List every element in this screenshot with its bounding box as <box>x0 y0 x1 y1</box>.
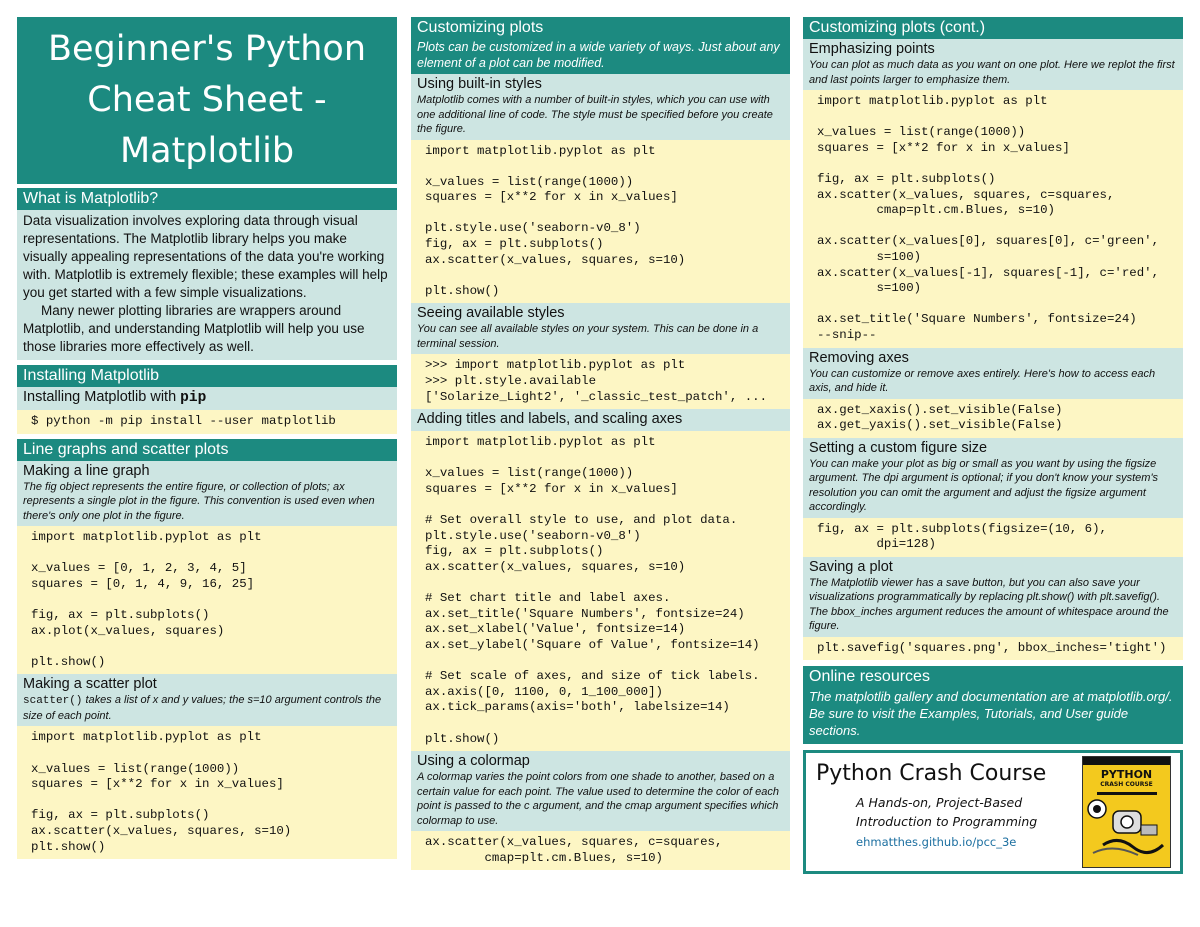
title-box <box>17 17 397 184</box>
cmap-code: ax.scatter(x_values, squares, c=squares, cmap=plt.cm.Blues, s=10) <box>411 831 790 870</box>
section-line-heading: Line graphs and scatter plots <box>17 439 397 461</box>
section-custom-heading: Customizing plots <box>411 17 790 39</box>
section-what-heading: What is Matplotlib? <box>17 188 397 210</box>
book-cover-image <box>1082 756 1171 868</box>
section-online-heading: Online resources <box>803 666 1183 688</box>
avail-subheading: Seeing available styles <box>411 303 790 322</box>
install-subheading <box>17 387 397 410</box>
emph-code: import matplotlib.pyplot as plt x_values = list(range(1000)) squares = [x**2 for x in x_values] fig, ax = plt.subplots() ax.scatter(x_values, squares, c=squares, cmap=plt.cm.Blues, s=10) ax.scatter(x_values[0], squares[0], c='green', s=100) ax.scatter(x_values[-1], squares[-1], c='red', s=100) ax.set_title('Square Numbers', fontsize=24) --snip-- <box>803 90 1183 348</box>
scatter-code: import matplotlib.pyplot as plt x_values = list(range(1000)) squares = [x**2 for x in x_values] fig, ax = plt.subplots() ax.scatter(x_values, squares, s=10) plt.show() <box>17 726 397 859</box>
titles-subheading: Adding titles and labels, and scaling axes <box>411 409 790 431</box>
styles-code: import matplotlib.pyplot as plt x_values = list(range(1000)) squares = [x**2 for x in x_values] plt.style.use('seaborn-v0_8') fig, ax = plt.subplots() ax.scatter(x_values, squares, s=10) plt.show() <box>411 140 790 304</box>
cover-strip <box>1083 757 1170 765</box>
titles-code: import matplotlib.pyplot as plt x_values = list(range(1000)) squares = [x**2 for x in x_values] # Set overall style to use, and plot data. plt.style.use('seaborn-v0_8') fig, ax = plt.subplots() ax.scatter(x_values, squares, s=10) # Set chart title and label axes. ax.set_title('Square Numbers', fontsize=24) ax.set_xlabel('Value', fontsize=14) ax.set_ylabel('Square of Value', fontsize=14) # Set scale of axes, and size of tick labels. ax.axis([0, 1100, 0, 1_100_000]) ax.tick_params(axis='both', labelsize=14) plt.show() <box>411 431 790 751</box>
section-install-heading: Installing Matplotlib <box>17 365 397 387</box>
section-cont-heading: Customizing plots (cont.) <box>803 17 1183 39</box>
styles-subheading: Using built-in styles <box>411 74 790 93</box>
axes-code: ax.get_xaxis().set_visible(False) ax.get_yaxis().set_visible(False) <box>803 399 1183 438</box>
size-description: You can make your plot as big or small as you want by using the figsize argument. The dpi argument is optional; if you don't know your system's resolution you can omit the argument and adjust the figsize argument accordingly. <box>803 457 1183 518</box>
save-subheading: Saving a plot <box>803 557 1183 576</box>
cmap-subheading: Using a colormap <box>411 751 790 770</box>
size-code: fig, ax = plt.subplots(figsize=(10, 6), dpi=128) <box>803 518 1183 557</box>
cover-title: PYTHON <box>1100 768 1153 782</box>
scatter-desc-code: scatter() <box>23 695 83 708</box>
column-right <box>803 17 1183 874</box>
install-sub-text: Installing Matplotlib with <box>23 389 177 405</box>
snake-robot-icon <box>1083 795 1170 865</box>
avail-code: >>> import matplotlib.pyplot as plt >>> plt.style.available ['Solarize_Light2', '_classic_test_patch', ... <box>411 354 790 409</box>
save-code: plt.savefig('squares.png', bbox_inches='tight') <box>803 637 1183 661</box>
page-title: Beginner's Python Cheat Sheet - Matplotlib <box>47 29 367 171</box>
styles-description: Matplotlib comes with a number of built-in styles, which you can use with one additional line of code. The style must be specified before you create the figure. <box>411 93 790 140</box>
size-subheading: Setting a custom figure size <box>803 438 1183 457</box>
what-paragraph-2: Many newer plotting libraries are wrappers around Matplotlib, and understanding Matplotlib will help you use those libraries more effectively as well. <box>23 303 365 354</box>
column-middle <box>411 17 790 870</box>
line-description: The fig object represents the entire figure, or collection of plots; ax represents a single plot in the figure. This convention is used even when there's only one plot in the figure. <box>17 480 397 527</box>
install-sub-code: pip <box>180 390 207 406</box>
save-description: The Matplotlib viewer has a save button, but you can also save your visualizations programmatically by replacing plt.show() with plt.savefig(). The bbox_inches argument reduces the amount of whitespace around the figure. <box>803 576 1183 637</box>
cover-subtitle: CRASH COURSE <box>1100 781 1153 789</box>
axes-subheading: Removing axes <box>803 348 1183 367</box>
install-code: $ python -m pip install --user matplotlib <box>17 410 397 434</box>
book-link[interactable]: ehmatthes.github.io/pcc_3e <box>856 835 1017 850</box>
book-title: Python Crash Course <box>816 761 1047 787</box>
emph-description: You can plot as much data as you want on one plot. Here we replot the first and last points larger to emphasize them. <box>803 58 1183 90</box>
line-code: import matplotlib.pyplot as plt x_values = [0, 1, 2, 3, 4, 5] squares = [0, 1, 4, 9, 16, 25] fig, ax = plt.subplots() ax.plot(x_values, squares) plt.show() <box>17 526 397 674</box>
avail-description: You can see all available styles on your system. This can be done in a terminal session. <box>411 322 790 354</box>
scatter-description <box>17 693 397 726</box>
cmap-description: A colormap varies the point colors from one shade to another, based on a certain value for each point. The value used to determine the color of each point is passed to the c argument, and the cmap argument specifies which colormap to use. <box>411 770 790 831</box>
column-left <box>17 17 397 859</box>
online-description: The matplotlib gallery and documentation are at matplotlib.org/. Be sure to visit the Examples, Tutorials, and User guide sections. <box>803 688 1183 744</box>
what-paragraph-1: Data visualization involves exploring data through visual representations. The Matplotlib library helps you make visually appealing representations of the data you're working with. Matplotlib is extremely flexible; these examples will help you get started with a few simple visualizations. <box>23 213 388 300</box>
book-promo <box>803 750 1183 874</box>
emph-subheading: Emphasizing points <box>803 39 1183 58</box>
custom-description: Plots can be customized in a wide variety of ways. Just about any element of a plot can be modified. <box>411 39 790 74</box>
book-subtitle: A Hands-on, Project-Based Introduction to Programming <box>856 795 1038 830</box>
section-what-body <box>17 210 397 360</box>
scatter-subheading: Making a scatter plot <box>17 674 397 693</box>
axes-description: You can customize or remove axes entirely. Here's how to access each axis, and hide it. <box>803 367 1183 399</box>
scatter-desc-text: takes a list of x and y values; the s=10 argument controls the size of each point. <box>23 694 382 722</box>
line-subheading: Making a line graph <box>17 461 397 480</box>
